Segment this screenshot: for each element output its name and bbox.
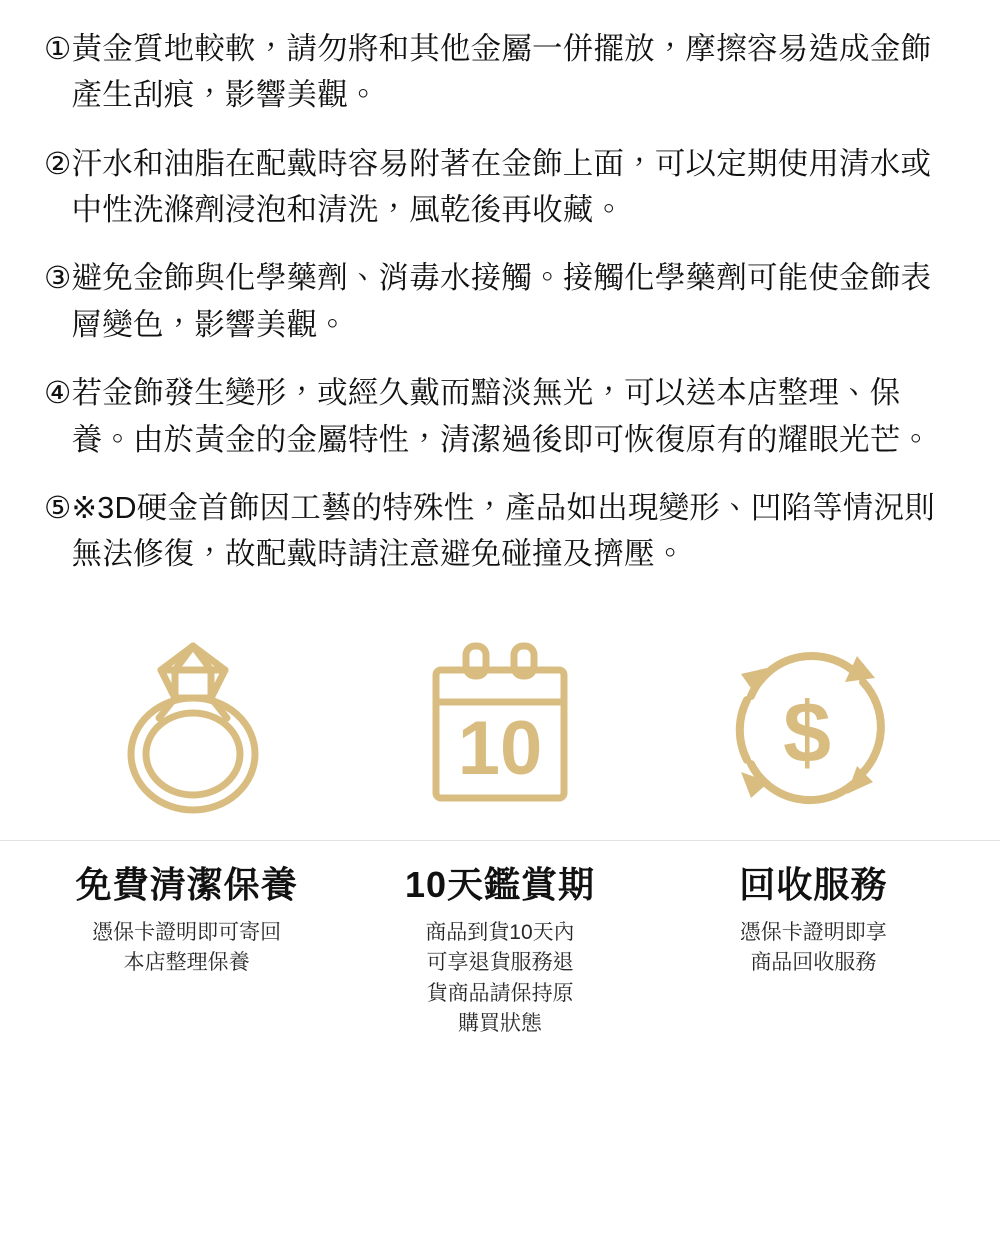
service-description xyxy=(37,918,337,979)
service-block-cleaning xyxy=(37,863,337,1040)
service-description-line: 購買狀態 xyxy=(457,1012,542,1036)
calendar-day-number: 10 xyxy=(457,705,543,791)
care-instruction-item xyxy=(44,255,954,348)
service-icon-cell-cleaning xyxy=(48,622,338,822)
care-item-text: ※3D硬金首飾因工藝的特殊性，產品如出現變形、凹陷等情況則無法修復，故配戴時請注意避免碰撞及擠壓。 xyxy=(71,490,935,572)
care-item-marker: ① xyxy=(44,32,72,66)
care-item-text: 若金飾發生變形，或經久戴而黯淡無光，可以送本店整理、保養。由於黃金的金屬特性，清潔過後即可恢復原有的耀眼光芒。 xyxy=(71,376,932,457)
service-description xyxy=(663,918,963,979)
service-title: 10天鑑賞期 xyxy=(404,863,595,905)
care-item-marker: ⑤ xyxy=(44,490,72,525)
service-block-recycle xyxy=(663,863,963,1040)
care-instruction-item xyxy=(44,141,954,234)
service-description-line: 憑保卡證明即享 xyxy=(739,920,887,944)
recycle-dollar-icon xyxy=(707,632,907,822)
service-title: 免費清潔保養 xyxy=(75,863,298,905)
service-title: 回收服務 xyxy=(739,863,888,905)
service-descriptions-row xyxy=(0,841,1000,1040)
care-item-text: 黃金質地較軟，請勿將和其他金屬一併擺放，摩擦容易造成金飾產生刮痕，影響美觀。 xyxy=(71,32,932,113)
service-description-line: 貨商品請保持原 xyxy=(426,981,574,1005)
calendar-10-icon xyxy=(400,632,600,822)
care-item-marker: ③ xyxy=(44,261,72,296)
ring-icon xyxy=(93,632,293,822)
service-description-line: 憑保卡證明即可寄回 xyxy=(92,920,282,944)
care-instruction-item xyxy=(44,370,954,463)
service-description-line: 本店整理保養 xyxy=(123,951,250,975)
care-item-marker: ② xyxy=(44,146,72,181)
service-block-trial-period xyxy=(350,863,650,1040)
service-description-line: 商品回收服務 xyxy=(750,951,877,975)
care-instruction-item xyxy=(44,485,954,578)
dollar-symbol: $ xyxy=(782,684,831,781)
service-description-line: 可享退貨服務退 xyxy=(426,951,574,975)
care-instruction-item xyxy=(44,26,954,119)
care-instructions-list xyxy=(0,0,1000,578)
service-description-line: 商品到貨10天內 xyxy=(425,920,575,944)
care-item-marker: ④ xyxy=(44,376,72,411)
care-item-text: 汗水和油脂在配戴時容易附著在金飾上面，可以定期使用清水或中性洗滌劑浸泡和清洗，風乾後再收藏。 xyxy=(71,146,932,228)
service-icons-row xyxy=(0,622,1000,822)
service-icon-cell-trial-period xyxy=(355,622,645,822)
service-description xyxy=(350,918,650,1040)
care-item-text: 避免金飾與化學藥劑、消毒水接觸。接觸化學藥劑可能使金飾表層變色，影響美觀。 xyxy=(71,261,932,342)
service-icon-cell-recycle xyxy=(662,622,952,822)
